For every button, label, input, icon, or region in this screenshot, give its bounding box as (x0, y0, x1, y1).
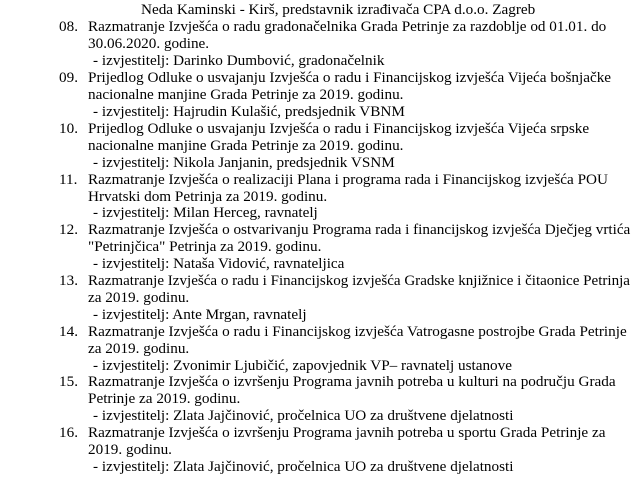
item-number: 11. (59, 170, 78, 188)
item-text: Hrvatski dom Petrinja za 2019. godinu. (88, 187, 328, 205)
presenter-line: Neda Kaminski - Kirš, predstavnik izrađivača CPA d.o.o. Zagreb (141, 0, 536, 18)
item-text: Prijedlog Odluke o usvajanju Izvješća o radu i Financijskog izvješća Vijeća bošnjačke (88, 69, 612, 87)
item-number: 16. (59, 424, 78, 442)
item-text: Razmatranje Izvješća o radu gradonačelnika Grada Petrinje za razdoblje od 01.01. do (88, 17, 607, 35)
item-text: Razmatranje Izvješća o izvršenju Programa javnih potreba u sportu Grada Petrinje za (88, 424, 606, 442)
item-reporter: - izvjestitelj: Milan Herceg, ravnatelj (93, 204, 318, 222)
item-text: 30.06.2020. godine. (88, 34, 210, 52)
item-text: Razmatranje Izvješća o radu i Financijskog izvješća Vatrogasne postrojbe Grada Petrinje (88, 322, 627, 340)
item-reporter: - izvjestitelj: Zlata Jajčinović, pročelnica UO za društvene djelatnosti (93, 407, 514, 425)
item-text: "Petrinjčica" Petrinja za 2019. godinu. (88, 238, 322, 256)
item-number: 09. (59, 69, 78, 87)
item-text: Petrinje za 2019. godinu. (88, 390, 241, 408)
item-reporter: - izvjestitelj: Zvonimir Ljubičić, zapovjednik VP– ravnatelj ustanove (93, 356, 512, 374)
item-number: 13. (59, 272, 78, 290)
item-number: 12. (59, 221, 78, 239)
item-text: nacionalne manjine Grada Petrinje za 2019. godinu. (88, 136, 404, 154)
item-text: za 2019. godinu. (88, 288, 190, 306)
item-number: 14. (59, 322, 78, 340)
item-reporter: - izvjestitelj: Nikola Janjanin, predsjednik VSNM (93, 153, 395, 171)
item-reporter: - izvjestitelj: Zlata Jajčinović, pročelnica UO za društvene djelatnosti (93, 458, 514, 475)
item-number: 15. (59, 373, 78, 391)
item-text: 2019. godinu. (88, 441, 172, 459)
item-text: Razmatranje Izvješća o radu i Financijskog izvješća Gradske knjižnice i čitaonice Petrinja (88, 272, 630, 290)
item-reporter: - izvjestitelj: Ante Mrgan, ravnatelj (93, 305, 307, 323)
item-text: za 2019. godinu. (88, 339, 190, 357)
item-text: Razmatranje Izvješća o izvršenju Programa javnih potreba u kulturi na području Grada (88, 373, 616, 391)
item-number: 10. (59, 119, 78, 137)
item-reporter: - izvjestitelj: Hajrudin Kulašić, predsjednik VBNM (93, 103, 405, 121)
item-number: 08. (59, 17, 78, 35)
item-text: Razmatranje Izvješća o ostvarivanju Programa rada i financijskog izvješća Dječjeg vrtića (88, 221, 631, 239)
item-text: nacionalne manjine Grada Petrinje za 2019. godinu. (88, 86, 404, 104)
item-text: Prijedlog Odluke o usvajanju Izvješća o radu i Financijskog izvješća Vijeća srpske (88, 119, 590, 137)
item-reporter: - izvjestitelj: Nataša Vidović, ravnateljica (93, 255, 345, 273)
item-reporter: - izvjestitelj: Darinko Dumbović, gradonačelnik (93, 52, 385, 70)
item-text: Razmatranje Izvješća o realizaciji Plana i programa rada i Financijskog izvješća POU (88, 170, 608, 188)
